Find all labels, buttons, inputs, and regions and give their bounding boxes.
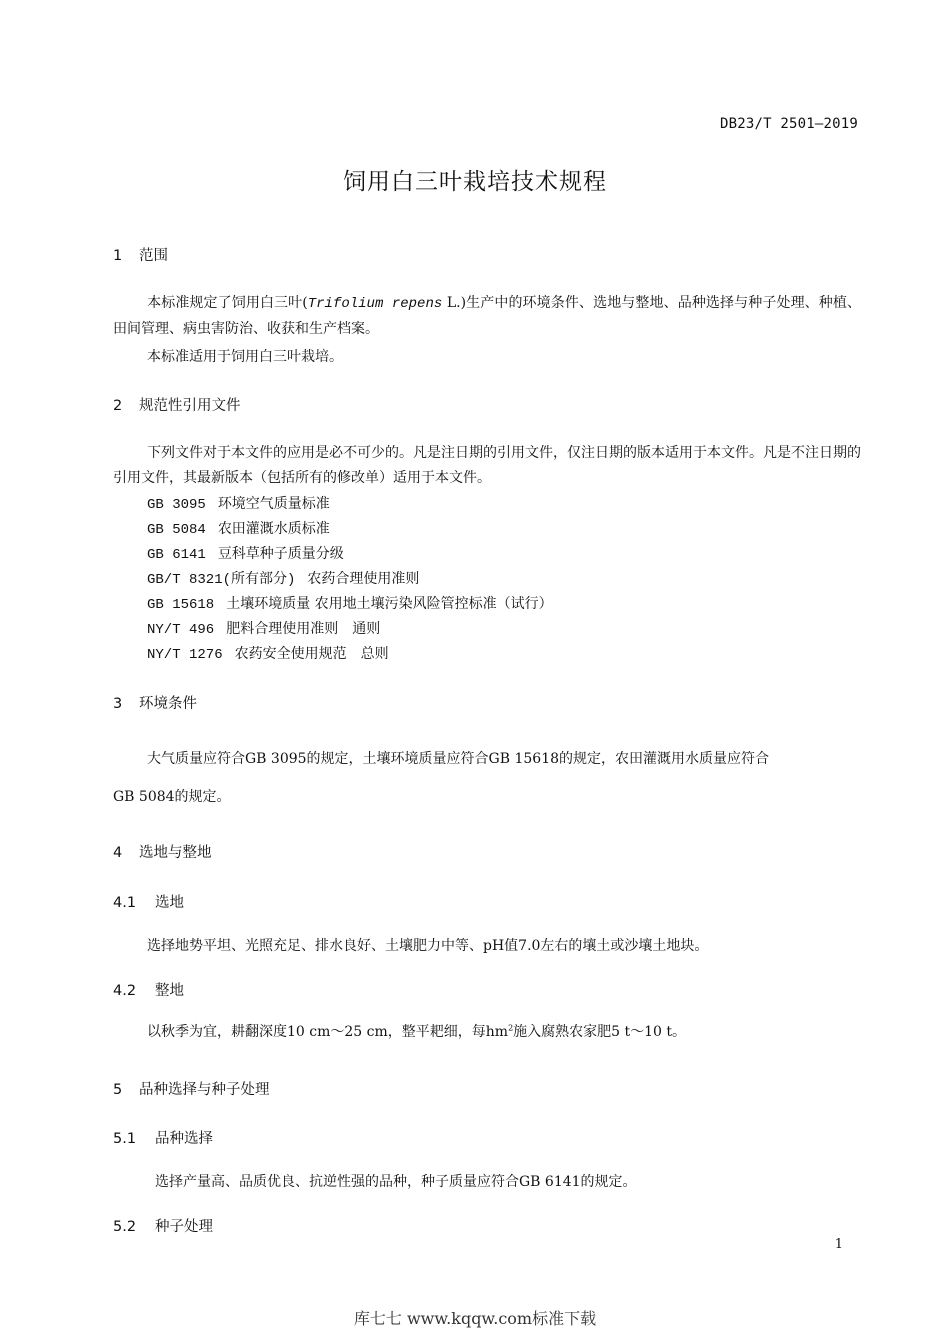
section-1-paragraph-2: 本标准适用于饲用白三叶栽培。 — [147, 349, 343, 365]
section-number: 4.1 — [113, 895, 137, 911]
reference-item: GB 3095 环境空气质量标准 — [147, 496, 330, 513]
reference-item: GB/T 8321(所有部分) 农药合理使用准则 — [147, 571, 420, 588]
section-number: 5.1 — [113, 1131, 137, 1147]
section-3-paragraph-cont: GB 5084的规定。 — [113, 789, 231, 805]
section-5-1-heading — [113, 1127, 213, 1148]
section-5-1-paragraph: 选择产量高、品质优良、抗逆性强的品种，种子质量应符合GB 6141的规定。 — [155, 1174, 637, 1190]
section-4-2-paragraph: 以秋季为宜，耕翻深度10 cm～25 cm，整平耙细，每$hm^2$施入腐熟农家肥5 t～10 t。 — [147, 1023, 687, 1040]
section-2-intro: 下列文件对于本文件的应用是必不可少的。凡是注日期的引用文件，仅注日期的版本适用于本文件。凡是不注日期的引用文件，其最新版本（包括所有的修改单）适用于本文件。 — [113, 445, 861, 486]
section-4-1-paragraph: 选择地势平坦、光照充足、排水良好、土壤肥力中等、pH值7.0左右的壤土或沙壤土地块。 — [147, 938, 709, 954]
reference-item: NY/T 496 肥料合理使用准则 通则 — [147, 621, 381, 638]
section-number: 5.2 — [113, 1219, 137, 1235]
reference-item: GB 15618 土壤环境质量 农用地土壤污染风险管控标准（试行） — [147, 596, 553, 613]
section-title: 规范性引用文件 — [139, 398, 241, 414]
section-number: 1 — [113, 248, 123, 264]
section-title: 选地与整地 — [139, 845, 212, 861]
page-number: 1 — [834, 1237, 843, 1252]
section-4-2-heading — [113, 979, 184, 1000]
document-title: 饲用白三叶栽培技术规程 — [343, 169, 607, 195]
section-title: 整地 — [155, 983, 184, 999]
section-title: 种子处理 — [155, 1219, 213, 1235]
section-number: 4.2 — [113, 983, 137, 999]
section-title: 品种选择与种子处理 — [139, 1082, 270, 1098]
section-5-heading — [113, 1078, 270, 1099]
document-number: DB23/T 2501—2019 — [719, 116, 858, 132]
section-title: 环境条件 — [139, 696, 197, 712]
section-1-paragraph-1: 本标准规定了饲用白三叶(Trifolium repens L.)生产中的环境条件、选地与整地、品种选择与种子处理、种植、田间管理、病虫害防治、收获和生产档案。 — [113, 295, 861, 337]
section-2-heading — [113, 394, 241, 415]
section-number: 3 — [113, 696, 123, 712]
section-title: 品种选择 — [155, 1131, 213, 1147]
reference-item: GB 6141 豆科草种子质量分级 — [147, 546, 344, 563]
section-4-heading — [113, 841, 212, 862]
section-1-heading — [113, 244, 168, 265]
section-3-paragraph: 大气质量应符合GB 3095的规定，土壤环境质量应符合GB 15618的规定，农田灌溉用水质量应符合 — [147, 751, 770, 767]
section-number: 5 — [113, 1082, 123, 1098]
latin-name: Trifolium repens — [307, 296, 443, 312]
section-title: 选地 — [155, 895, 184, 911]
reference-item: NY/T 1276 农药安全使用规范 总则 — [147, 646, 389, 663]
section-3-heading — [113, 692, 197, 713]
section-number: 4 — [113, 845, 123, 861]
section-title: 范围 — [139, 248, 168, 264]
footer-watermark: 库七七 www.kqqw.com标准下载 — [353, 1309, 597, 1328]
section-5-2-heading — [113, 1215, 213, 1236]
reference-item: GB 5084 农田灌溉水质标准 — [147, 521, 330, 538]
section-4-1-heading — [113, 891, 184, 912]
section-number: 2 — [113, 398, 123, 414]
